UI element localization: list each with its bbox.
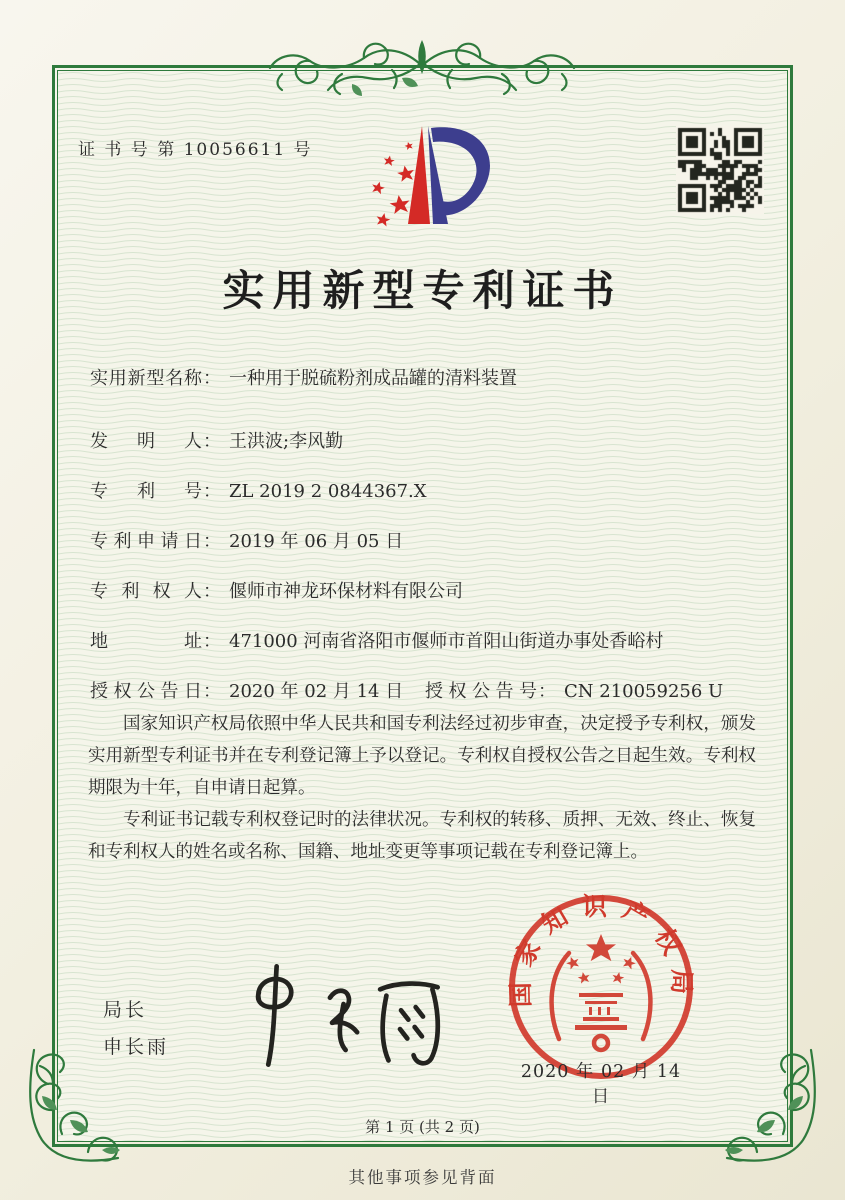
field-label: 实用新型名称: [90, 368, 202, 389]
legal-paragraph-2: 专利证书记载专利权登记时的法律状况。专利权的转移、质押、无效、终止、恢复和专利权人的姓名或名称、国籍、地址变更等事项记载在专利登记簿上。: [88, 810, 756, 862]
field-value: 471000 河南省洛阳市偃师市首阳山街道办事处香峪村: [229, 631, 664, 652]
grant-date-value: 2020 年 02 月 14 日: [229, 681, 404, 702]
commissioner-name: 申长雨: [103, 1036, 170, 1058]
legal-text-block: [88, 708, 756, 868]
field-label: 专利权人: [90, 581, 202, 602]
field-value: 偃师市神龙环保材料有限公司: [229, 581, 463, 602]
grant-date-label: 授权公告日: [90, 681, 202, 702]
commissioner-title: 局长: [103, 999, 148, 1021]
seal-text: 国家知识产权局: [505, 891, 697, 1008]
field-label: 地址: [90, 631, 202, 652]
field-row-grant: 授权公告日： 2020 年 02 月 14 日 授权公告号： CN 210059256 U: [90, 677, 760, 703]
field-row-patentee: 专利权人： 偃师市神龙环保材料有限公司: [90, 577, 463, 603]
official-seal-icon: [505, 891, 697, 1083]
field-label: 专利号: [90, 481, 202, 502]
field-row-inventor: 发明人： 王洪波;李风勤: [90, 427, 343, 453]
field-label: 专利申请日: [90, 531, 202, 552]
page-number: 第 1 页 (共 2 页): [365, 1118, 480, 1136]
field-row-address: 地址： 471000 河南省洛阳市偃师市首阳山街道办事处香峪村: [90, 627, 663, 653]
field-value: 王洪波;李风勤: [229, 431, 344, 452]
qr-code-icon: [676, 126, 764, 214]
field-row-patent-number: 专利号： ZL 2019 2 0844367.X: [90, 477, 427, 503]
grant-number-value: CN 210059256 U: [564, 681, 724, 702]
field-label: 发明人: [90, 431, 202, 452]
certificate-number: 证 书 号 第 10056611 号: [78, 140, 313, 160]
seal-date: 2020 年 02 月 14 日: [520, 1062, 682, 1107]
field-value: 2019 年 06 月 05 日: [229, 531, 404, 552]
grant-number-label: 授权公告号: [425, 681, 537, 702]
field-row-invention-name: 实用新型名称： 一种用于脱硫粉剂成品罐的清料装置: [90, 364, 517, 390]
legal-paragraph-1: 国家知识产权局依照中华人民共和国专利法经过初步审查，决定授予专利权，颁发实用新型专利证书并在专利登记簿上予以登记。专利权自授权公告之日起生效。专利权期限为十年，自申请日起算。: [88, 714, 756, 798]
field-row-filing-date: 专利申请日： 2019 年 06 月 05 日: [90, 527, 403, 553]
field-value: ZL 2019 2 0844367.X: [229, 481, 427, 502]
back-side-note: 其他事项参见背面: [348, 1168, 497, 1187]
field-value: 一种用于脱硫粉剂成品罐的清料装置: [229, 368, 517, 389]
commissioner-signature-icon: [225, 958, 460, 1073]
certificate-title: 实用新型专利证书: [222, 266, 623, 315]
cnipa-logo-icon: [336, 116, 504, 246]
